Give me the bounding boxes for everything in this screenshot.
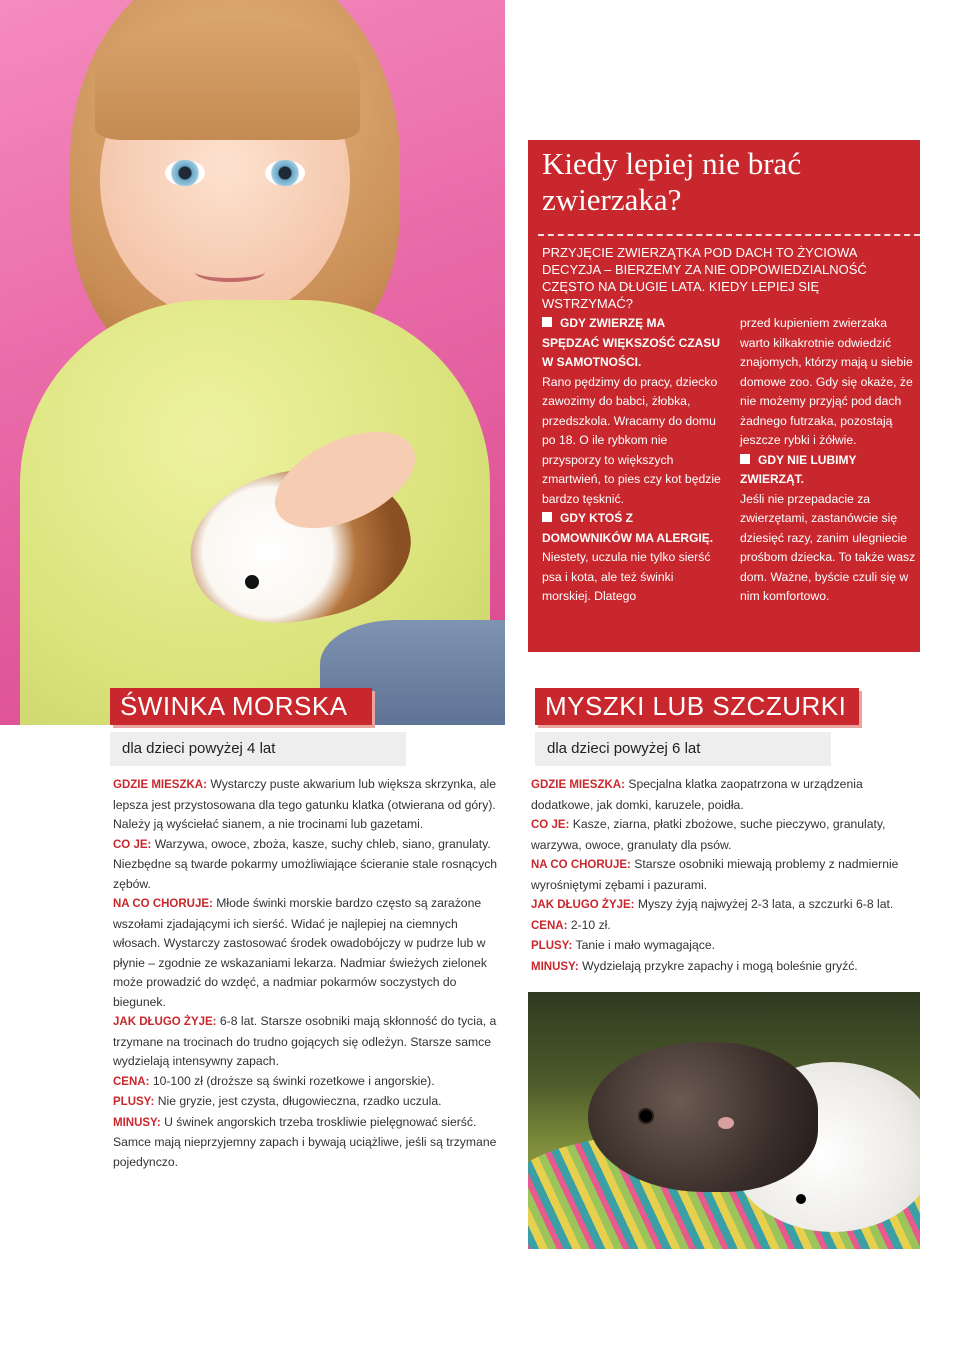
dashed-divider xyxy=(538,234,920,236)
info-row: GDZIE MIESZKA: Wystarczy puste akwarium lub większa skrzynka, ale lepsza jest przystosowana dla tego gatunku klatka (otwierana od góry). Należy ją wyściełać sianem, a nie trocinami lub gazetami. xyxy=(113,777,497,831)
box-column-left xyxy=(542,314,722,607)
rats-photo xyxy=(528,992,920,1249)
info-row: MINUSY: U świnek angorskich trzeba troskliwie pielęgnować sierść. Samce mają nieprzyjemny zapach i bywają uciążliwe, jeśli są trzymane pojedynczo. xyxy=(113,1114,497,1169)
info-row: JAK DŁUGO ŻYJE: Myszy żyją najwyżej 2-3 lata, a szczurki 6-8 lat. xyxy=(531,897,894,911)
info-row: NA CO CHORUJE: Starsze osobniki miewają problemy z nadmiernie wyrośniętymi zębami i pazurami. xyxy=(531,857,899,892)
guinea-pig-title: ŚWINKA MORSKA xyxy=(110,688,372,725)
section-heading: GDY ZWIERZĘ MA SPĘDZAĆ WIĘKSZOŚĆ CZASU W SAMOTNOŚCI. xyxy=(542,314,722,373)
guinea-pig-info xyxy=(113,775,508,1172)
box-title: Kiedy lepiej nie brać zwierzaka? xyxy=(542,146,802,217)
info-row: PLUSY: Nie gryzie, jest czysta, długowieczna, rzadko uczula. xyxy=(113,1094,442,1108)
section-text: Jeśli nie przepadacie za zwierzętami, zastanówcie się dziesięć razy, zanim ulegniecie prośbom dziecka. To także wasz dom. Ważne, byście czuli się w nim komfortowo. xyxy=(740,491,916,603)
info-row: CO JE: Warzywa, owoce, zboża, kasze, suchy chleb, siano, granulaty. Niezbędne są twarde pokarmy umożliwiające ścieranie stale rosnących zębów. xyxy=(113,836,498,891)
rats-info xyxy=(531,775,921,977)
info-row: NA CO CHORUJE: Młode świnki morskie bardzo często są zarażone wszołami zjadającymi ich sierść. Widać je najlepiej na ciemnych włosach. Wystarczy zastosować środek owadobójczy w pudrze lub w płynie – zgodnie ze wskazaniami lekarza. Nadmiar świeżych zielonek może prowadzić do wzdęć, a nadmiar pokarmów soczystych do biegunek. xyxy=(113,896,487,1009)
info-row: CENA: 10-100 zł (droższe są świnki rozetkowe i angorskie). xyxy=(113,1073,435,1088)
section-text: Rano pędzimy do pracy, dziecko zawozimy do babci, żłobka, przedszkola. Wracamy do domu po 18. O ile rybkom nie przysporzy to większych zmartwień, to pies czy kot będzie bardzo tęsknić. xyxy=(542,374,721,506)
section-text: przed kupieniem zwierzaka warto kilkakrotnie odwiedzić znajomych, którzy mają u siebie domowe zoo. Gdy się okaże, że nie możemy przyjąć pod dach żadnego futrzaka, pozostają jeszcze rybki i żółwie. xyxy=(740,316,913,447)
info-row: MINUSY: Wydzielają przykre zapachy i mogą boleśnie gryźć. xyxy=(531,958,858,973)
info-row: PLUSY: Tanie i mało wymagające. xyxy=(531,938,716,952)
section-heading: GDY NIE LUBIMY ZWIERZĄT. xyxy=(740,451,920,490)
info-row: CO JE: Kasze, ziarna, płatki zbożowe, suche pieczywo, granulaty, warzywa, owoce, granulaty dla psów. xyxy=(531,817,886,852)
info-row: CENA: 2-10 zł. xyxy=(531,917,611,932)
girl-with-guinea-pig-photo xyxy=(0,0,505,725)
rats-age: dla dzieci powyżej 6 lat xyxy=(535,732,831,766)
guinea-pig-age: dla dzieci powyżej 4 lat xyxy=(110,732,406,766)
box-column-right xyxy=(740,314,920,607)
section-text: Niestety, uczula nie tylko sierść psa i kota, ale też świnki morskiej. Dlatego xyxy=(542,550,711,603)
box-lead: PRZYJĘCIE ZWIERZĄTKA POD DACH TO ŻYCIOWA DECYZJA – BIERZEMY ZA NIE ODPOWIEDZIALNOŚĆ CZĘSTO NA DŁUGIE LATA. KIEDY LEPIEJ SIĘ WSTRZYMAĆ? xyxy=(542,245,867,311)
info-row: GDZIE MIESZKA: Specjalna klatka zaopatrzona w urządzenia dodatkowe, jak domki, karuzele, poidła. xyxy=(531,777,863,812)
info-row: JAK DŁUGO ŻYJE: 6-8 lat. Starsze osobniki mają skłonność do tycia, a trzymane na trocinach do trudno gojących się odleżyn. Starsze samce wydzielają intensywny zapach. xyxy=(113,1014,497,1068)
rats-title: MYSZKI LUB SZCZURKI xyxy=(535,688,859,725)
when-not-to-get-pet-box xyxy=(528,140,920,652)
section-heading: GDY KTOŚ Z DOMOWNIKÓW MA ALERGIĘ. xyxy=(542,509,722,548)
